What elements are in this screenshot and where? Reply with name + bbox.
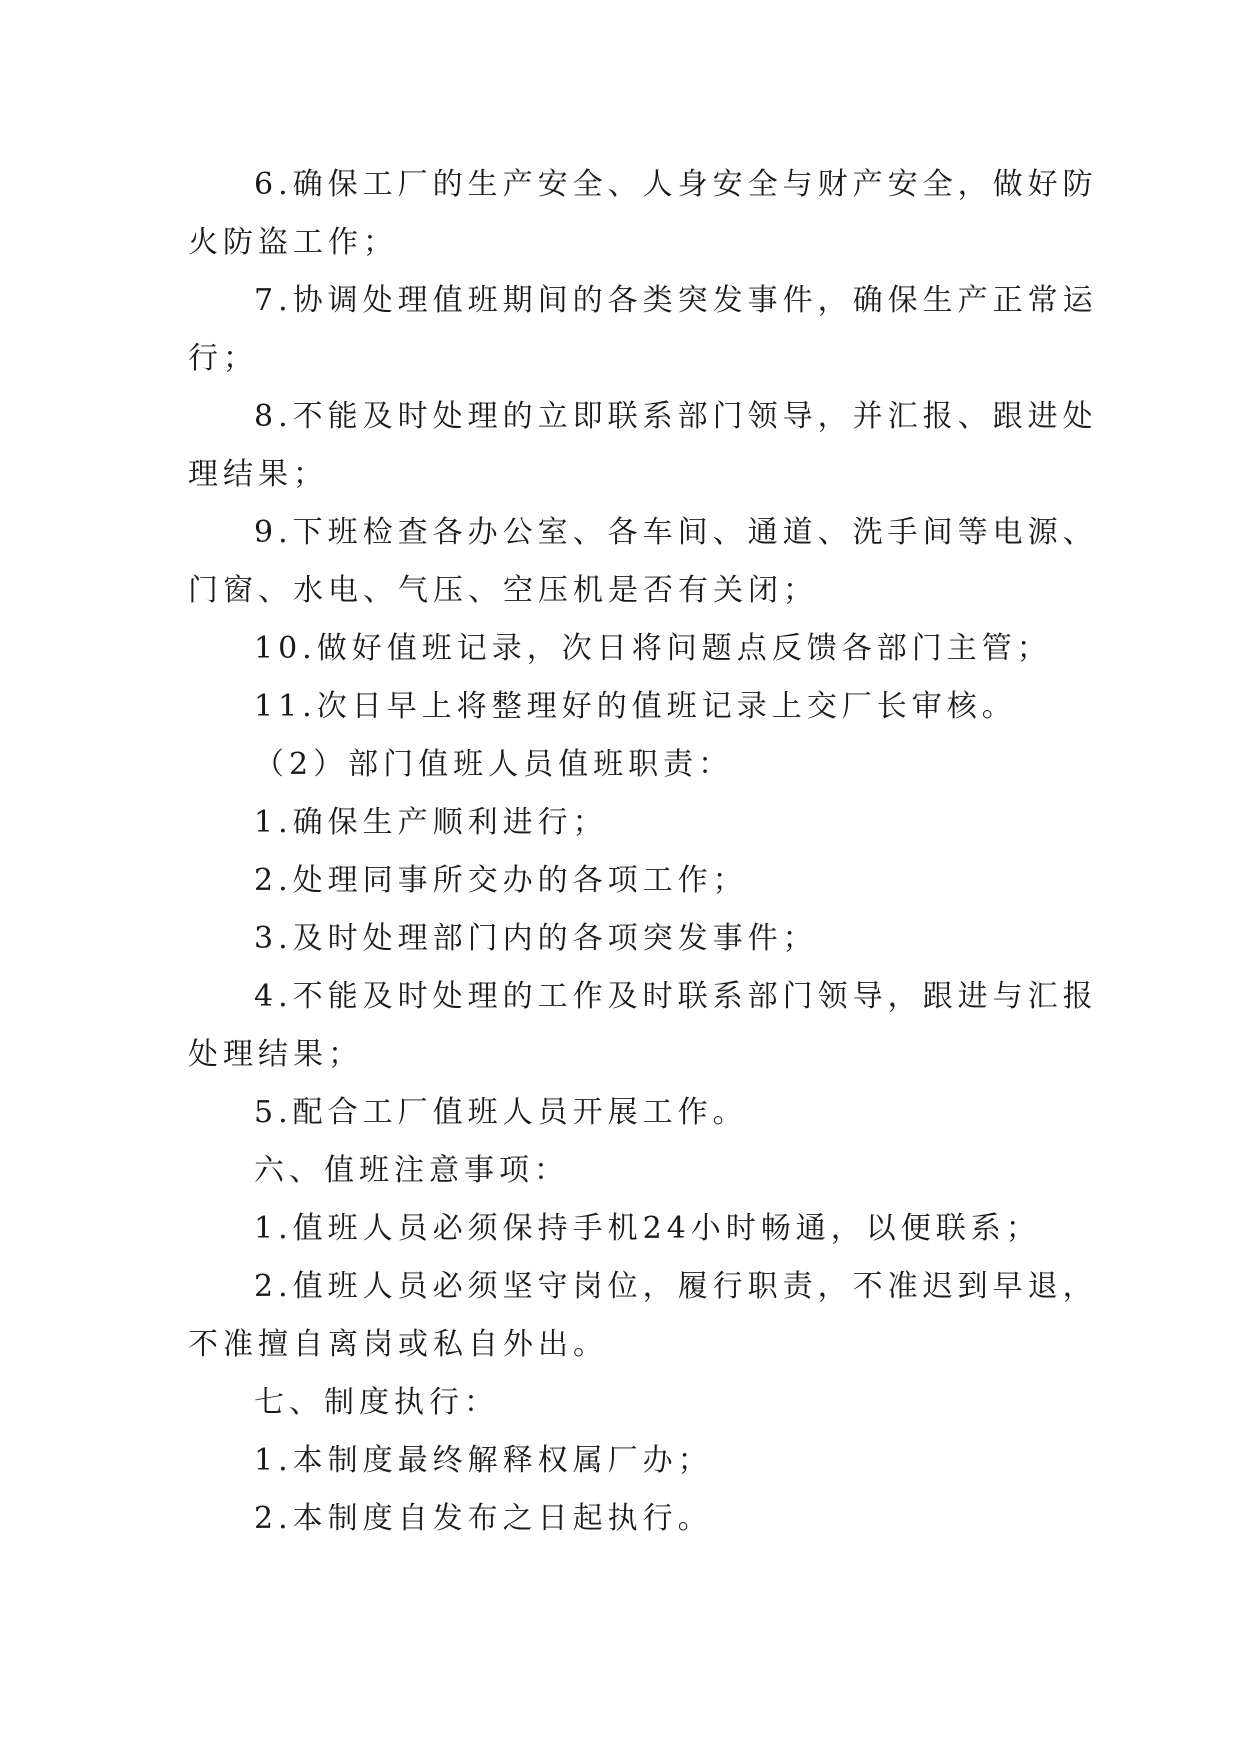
- paragraph-line: 7.协调处理值班期间的各类突发事件，确保生产正常运: [254, 283, 1098, 318]
- paragraph-line: 11.次日早上将整理好的值班记录上交厂长审核。: [254, 689, 1017, 724]
- paragraph-line: 8.不能及时处理的立即联系部门领导，并汇报、跟进处: [254, 399, 1098, 434]
- paragraph-line: 火防盗工作；: [188, 225, 398, 260]
- section-heading: 七、制度执行：: [254, 1385, 499, 1420]
- section-heading: （2）部门值班人员值班职责：: [254, 747, 734, 782]
- paragraph-line: 不准擅自离岗或私自外出。: [188, 1327, 608, 1362]
- paragraph-line: 2.值班人员必须坚守岗位，履行职责，不准迟到早退，: [254, 1269, 1098, 1304]
- paragraph-line: 1.值班人员必须保持手机24小时畅通，以便联系；: [254, 1211, 1041, 1246]
- paragraph-line: 处理结果；: [188, 1037, 363, 1072]
- paragraph-line: 门窗、水电、气压、空压机是否有关闭；: [188, 573, 818, 608]
- paragraph-line: 9.下班检查各办公室、各车间、通道、洗手间等电源、: [254, 515, 1098, 550]
- paragraph-line: 10.做好值班记录，次日将问题点反馈各部门主管；: [254, 631, 1052, 666]
- paragraph-line: 行；: [188, 341, 258, 376]
- paragraph-line: 理结果；: [188, 457, 328, 492]
- paragraph-line: 3.及时处理部门内的各项突发事件；: [254, 921, 818, 956]
- paragraph-line: 2.处理同事所交办的各项工作；: [254, 863, 748, 898]
- paragraph-line: 4.不能及时处理的工作及时联系部门领导，跟进与汇报: [254, 979, 1098, 1014]
- document-body: [188, 156, 1098, 1548]
- paragraph-line: 6.确保工厂的生产安全、人身安全与财产安全，做好防: [254, 167, 1098, 202]
- paragraph-line: 2.本制度自发布之日起执行。: [254, 1501, 713, 1536]
- paragraph-line: 1.本制度最终解释权属厂办；: [254, 1443, 713, 1478]
- section-heading: 六、值班注意事项：: [254, 1153, 569, 1188]
- paragraph-line: 5.配合工厂值班人员开展工作。: [254, 1095, 748, 1130]
- paragraph-line: 1.确保生产顺利进行；: [254, 805, 608, 840]
